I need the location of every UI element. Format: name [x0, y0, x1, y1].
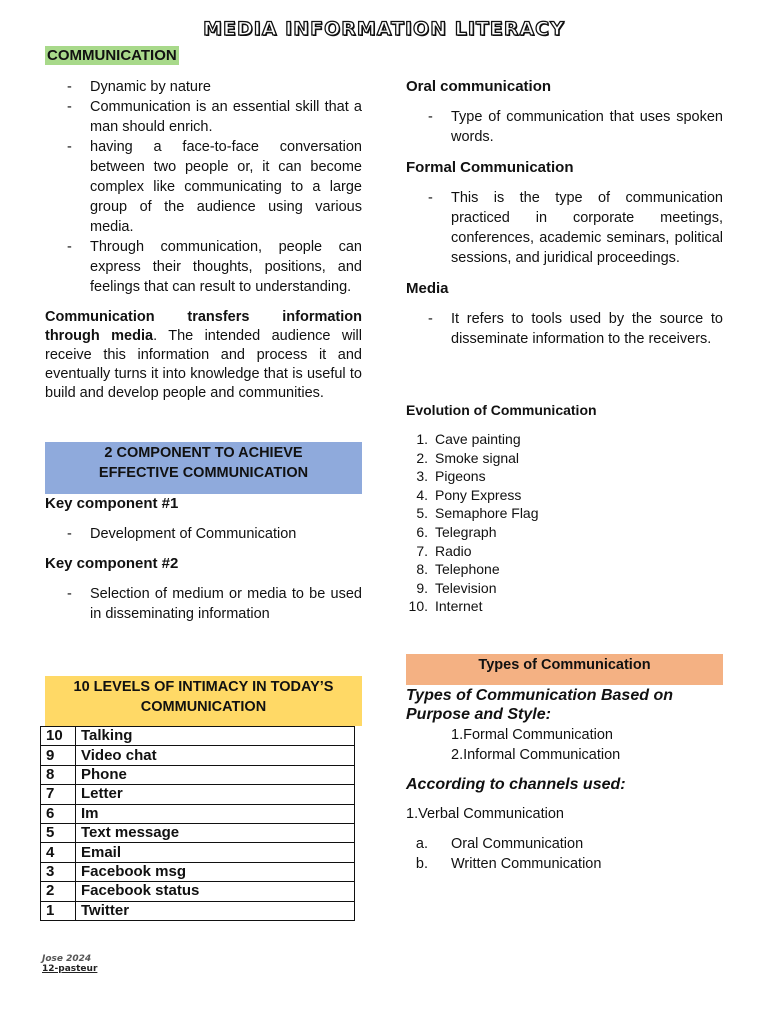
key1-list [45, 524, 362, 544]
list-item: 3. Pigeons [416, 468, 486, 485]
level-label: Phone [76, 765, 355, 784]
right-column-top [406, 77, 723, 349]
signature: Jose 2024 12-pasteur [42, 954, 98, 974]
level-label: Text message [76, 823, 355, 842]
communication-section [45, 77, 362, 403]
key1-label: Key component #1 [45, 495, 179, 512]
table-row [41, 823, 355, 842]
evolution-heading: Evolution of Communication [406, 402, 597, 418]
level-label: Twitter [76, 901, 355, 920]
list-item: - Selection of medium or media to be used in disseminating information [45, 584, 362, 624]
level-number: 4 [41, 843, 76, 862]
table-row [41, 804, 355, 823]
table-row [41, 727, 355, 746]
table-row [41, 746, 355, 765]
components-section [45, 494, 362, 624]
communication-heading: COMMUNICATION [47, 47, 177, 64]
level-number: 5 [41, 823, 76, 842]
level-number: 2 [41, 882, 76, 901]
types-section [406, 686, 723, 874]
evolution-section [406, 401, 723, 616]
intimacy-table [40, 726, 355, 921]
level-label: Letter [76, 785, 355, 804]
level-number: 3 [41, 862, 76, 881]
list-item: - Dynamic by nature [45, 77, 362, 97]
level-label: Facebook msg [76, 862, 355, 881]
transfer-rest: . The intended audience will receive this information and process it and eventually turns it into knowledge that is useful to build and develop people and communities. [45, 328, 362, 401]
table-row [41, 882, 355, 901]
table-row [41, 843, 355, 862]
list-item: 5. Semaphore Flag [416, 505, 539, 522]
level-number: 10 [41, 727, 76, 746]
channels-heading: According to channels used: [406, 776, 626, 793]
list-item: - Type of communication that uses spoken words. [406, 107, 723, 147]
verbal-label: 1.Verbal Communication [406, 806, 564, 822]
list-item: 1.Formal Communication [451, 727, 613, 743]
list-item: 10. Internet [408, 598, 483, 615]
transfer-paragraph [45, 308, 362, 403]
list-item: a. Oral Communication [415, 836, 584, 852]
oral-heading: Oral communication [406, 78, 552, 95]
table-row [41, 901, 355, 920]
purpose-list [406, 725, 723, 765]
level-number: 1 [41, 901, 76, 920]
level-label: Talking [76, 727, 355, 746]
list-item: - Through communication, people can express their thoughts, positions, and feelings that can result to understanding. [45, 237, 362, 297]
formal-list [406, 188, 723, 268]
list-item: - Development of Communication [45, 524, 362, 544]
communication-bullets [45, 77, 362, 297]
list-item: - Communication is an essential skill that a man should enrich. [45, 97, 362, 137]
table-row [41, 765, 355, 784]
list-item: b. Written Communication [415, 856, 602, 872]
intimacy-heading: 10 LEVELS OF INTIMACY IN TODAY’S COMMUNICATION [45, 676, 362, 726]
evolution-list [406, 430, 723, 616]
level-label: Video chat [76, 746, 355, 765]
table-row [41, 862, 355, 881]
level-number: 9 [41, 746, 76, 765]
level-number: 8 [41, 765, 76, 784]
level-label: Im [76, 804, 355, 823]
components-heading: 2 COMPONENT TO ACHIEVE EFFECTIVE COMMUNICATION [45, 442, 362, 494]
list-item: 6. Telegraph [416, 523, 497, 540]
list-item: - It refers to tools used by the source to disseminate information to the receivers. [406, 309, 723, 349]
list-item: 2.Informal Communication [451, 747, 621, 763]
types-heading: Types of Communication [406, 654, 723, 685]
table-row [41, 785, 355, 804]
formal-heading: Formal Communication [406, 159, 574, 176]
list-item: 8. Telephone [416, 561, 500, 578]
key2-label: Key component #2 [45, 555, 179, 572]
list-item: 9. Television [416, 579, 497, 596]
media-list [406, 309, 723, 349]
list-item: 2. Smoke signal [416, 449, 520, 466]
level-label: Email [76, 843, 355, 862]
purpose-heading: Types of Communication Based on Purpose and Style: [406, 687, 673, 723]
media-heading: Media [406, 280, 449, 297]
list-item: - having a face-to-face conversation between two people or, it can become complex like communicating to a large group of the audience using various media. [45, 137, 362, 237]
oral-list [406, 107, 723, 147]
list-item: 7. Radio [416, 542, 472, 559]
level-number: 7 [41, 785, 76, 804]
verbal-list [406, 834, 723, 874]
list-item: 4. Pony Express [416, 486, 522, 503]
list-item: - This is the type of communication practiced in corporate meetings, conferences, academic seminars, political sessions, and juridical proceedings. [406, 188, 723, 268]
transfer-bold: Communication transfers information through media [45, 309, 362, 344]
level-number: 6 [41, 804, 76, 823]
list-item: 1. Cave painting [416, 431, 521, 447]
page-title: MEDIA INFORMATION LITERACY [203, 18, 565, 40]
level-label: Facebook status [76, 882, 355, 901]
key2-list [45, 584, 362, 624]
